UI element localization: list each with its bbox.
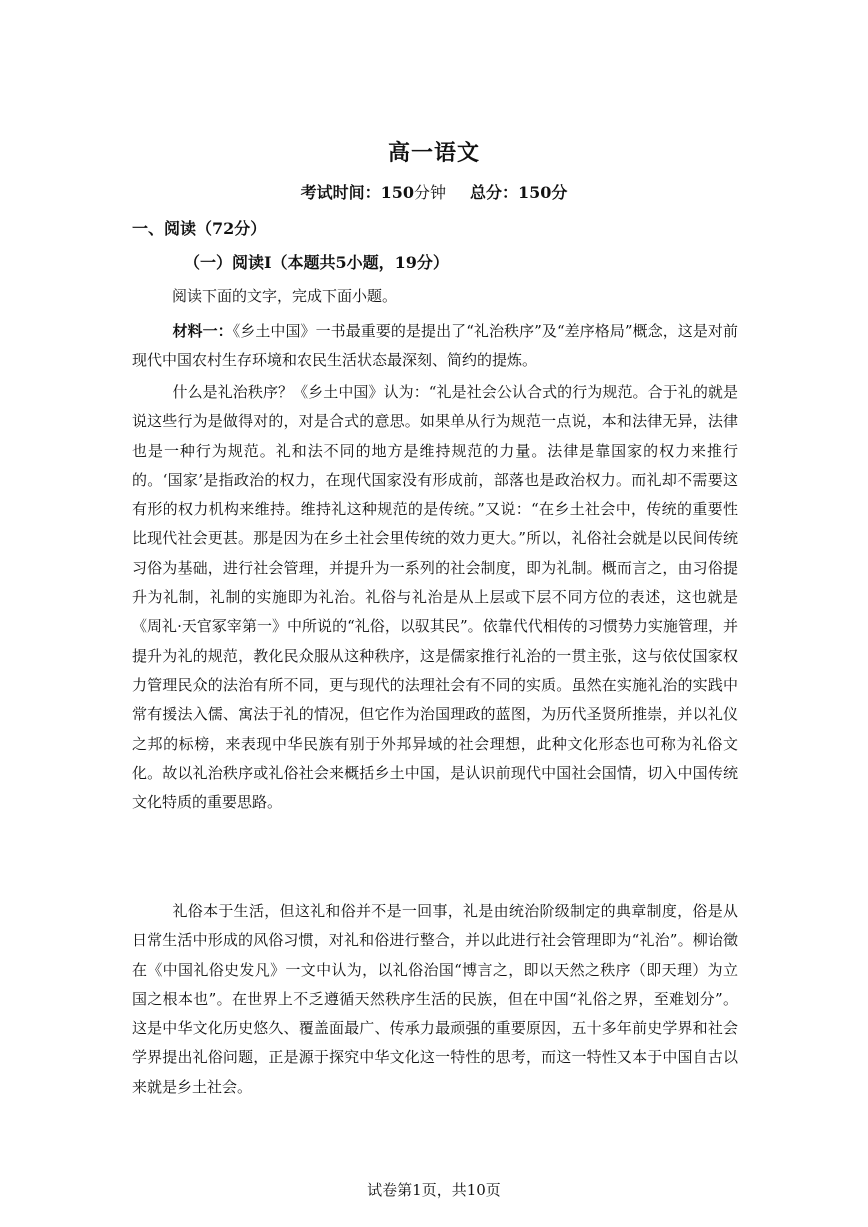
- paragraph-material-1: [132, 317, 738, 376]
- material-label: 材料一：: [172, 322, 233, 340]
- subsection-heading: （一）阅读I（本题共5小题，19分）: [184, 253, 449, 272]
- reading-instruction: 阅读下面的文字，完成下面小题。: [172, 287, 398, 305]
- page-footer: 试卷第1页，共10页: [367, 1181, 501, 1199]
- paragraph-text: 《乡土中国》一书最重要的是提出了“礼治秩序”及“差序格局”概念，这是对前现代中国农村生存环境和农民生活状态最深刻、简约的提炼。: [132, 322, 738, 370]
- exam-meta: [0, 180, 868, 203]
- exam-time-label: 考试时间：150: [300, 183, 414, 202]
- exam-time-unit: 分钟: [413, 183, 446, 202]
- section-heading: 一、阅读（72分）: [132, 219, 267, 238]
- total-score-unit: 分: [551, 183, 568, 202]
- page-title: 高一语文: [387, 140, 480, 166]
- paragraph-body: 什么是礼治秩序？《乡土中国》认为：“礼是社会公认合式的行为规范。合于礼的就是说这些行为是做得对的，对是合式的意思。如果单从行为规范一点说，本和法律无异，法律也是一种行为规范。礼和法不同的地方是维持规范的力量。法律是靠国家的权力来推行的。‘国家’是指政治的权力，在现代国家没有形成前，部落也是政治权力。而礼却不需要这有形的权力机构来维持。维持礼这种规范的是传统。”又说：“在乡土社会中，传统的重要性比现代社会更甚。那是因为在乡土社会里传统的效力更大。”所以，礼俗社会就是以民间传统习俗为基础，进行社会管理，并提升为一系列的社会制度，即为礼制。概而言之，由习俗提升为礼制，礼制的实施即为礼治。礼俗与礼治是从上层或下层不同方位的表述，这也就是《周礼·天官冢宰第一》中所说的“礼俗，以驭其民”。依靠代代相传的习惯势力实施管理，并提升为礼的规范，教化民众服从这种秩序，这是儒家推行礼治的一贯主张，这与依仗国家权力管理民众的法治有所不同，更与现代的法理社会有不同的实质。虽然在实施礼治的实践中常有援法入儒、寓法于礼的情况，但它作为治国理政的蓝图，为历代圣贤所推崇，并以礼仪之邦的标榜，来表现中华民族有别于外邦异域的社会理想，此种文化形态也可称为礼俗文化。故以礼治秩序或礼俗社会来概括乡土中国，是认识前现代中国社会国情，切入中国传统文化特质的重要思路。: [132, 383, 738, 812]
- total-score-label: 总分：150: [470, 183, 552, 202]
- paragraph-body: 礼俗本于生活，但这礼和俗并不是一回事，礼是由统治阶级制定的典章制度，俗是从日常生活中形成的风俗习惯，对礼和俗进行整合，并以此进行社会管理即为“礼治”。柳诒徵在《中国礼俗史发凡》一文中认为，以礼俗治国“博言之，即以天然之秩序（即天理）为立国之根本也”。在世界上不乏遵循天然秩序生活的民族，但在中国“礼俗之界，至难划分”。这是中华文化历史悠久、覆盖面最广、传承力最顽强的重要原因，五十多年前史学界和社会学界提出礼俗问题，正是源于探究中华文化这一特性的思考，而这一特性又本于中国自古以来就是乡土社会。: [132, 902, 738, 1096]
